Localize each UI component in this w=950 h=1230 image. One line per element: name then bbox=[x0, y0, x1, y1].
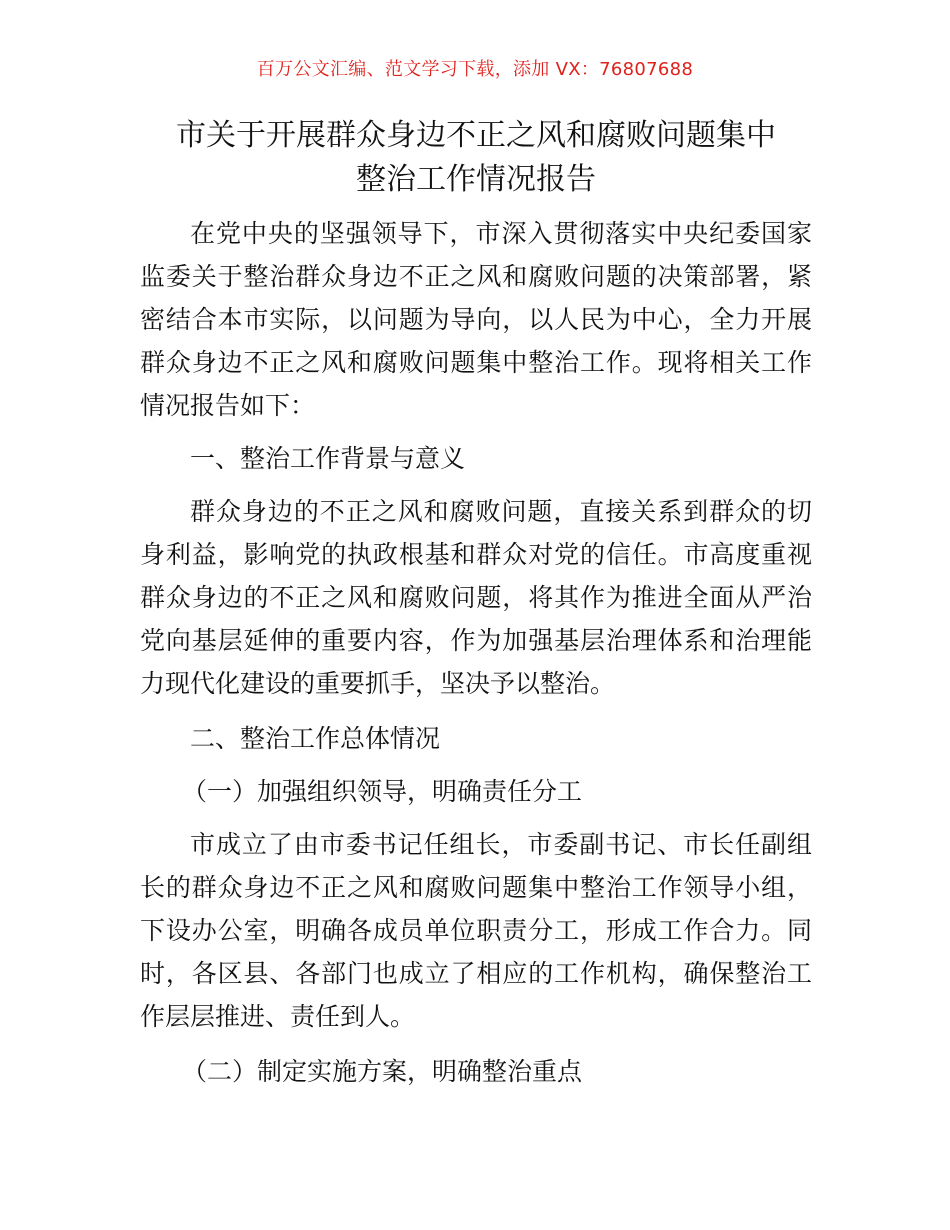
watermark-banner: 百万公文汇编、范文学习下载，添加 VX：76807688 bbox=[256, 59, 694, 80]
document-title bbox=[140, 114, 812, 202]
section-1-paragraph: 群众身边的不正之风和腐败问题，直接关系到群众的切身利益，影响党的执政根基和群众对党的信任。市高度重视群众身边的不正之风和腐败问题，将其作为推进全面从严治党向基层延伸的重要内容，作为加强基层治理体系和治理能力现代化建设的重要抓手，坚决予以整治。 bbox=[140, 497, 812, 698]
document-body bbox=[140, 212, 812, 1093]
title-line-2: 整治工作情况报告 bbox=[356, 162, 596, 197]
section-1-heading: 一、整治工作背景与意义 bbox=[190, 444, 466, 473]
intro-paragraph: 在党中央的坚强领导下，市深入贯彻落实中央纪委国家监委关于整治群众身边不正之风和腐败问题的决策部署，紧密结合本市实际，以问题为导向，以人民为中心，全力开展群众身边不正之风和腐败问题集中整治工作。现将相关工作情况报告如下： bbox=[140, 219, 812, 420]
title-line-1: 市关于开展群众身边不正之风和腐败问题集中 bbox=[176, 118, 776, 153]
subsection-1-heading: （一）加强组织领导，明确责任分工 bbox=[182, 777, 583, 806]
subsection-1-paragraph: 市成立了由市委书记任组长，市委副书记、市长任副组长的群众身边不正之风和腐败问题集中整治工作领导小组，下设办公室，明确各成员单位职责分工，形成工作合力。同时，各区县、各部门也成立了相应的工作机构，确保整治工作层层推进、责任到人。 bbox=[140, 830, 812, 1031]
section-2-heading: 二、整治工作总体情况 bbox=[190, 724, 441, 753]
subsection-2-heading: （二）制定实施方案，明确整治重点 bbox=[182, 1057, 583, 1086]
